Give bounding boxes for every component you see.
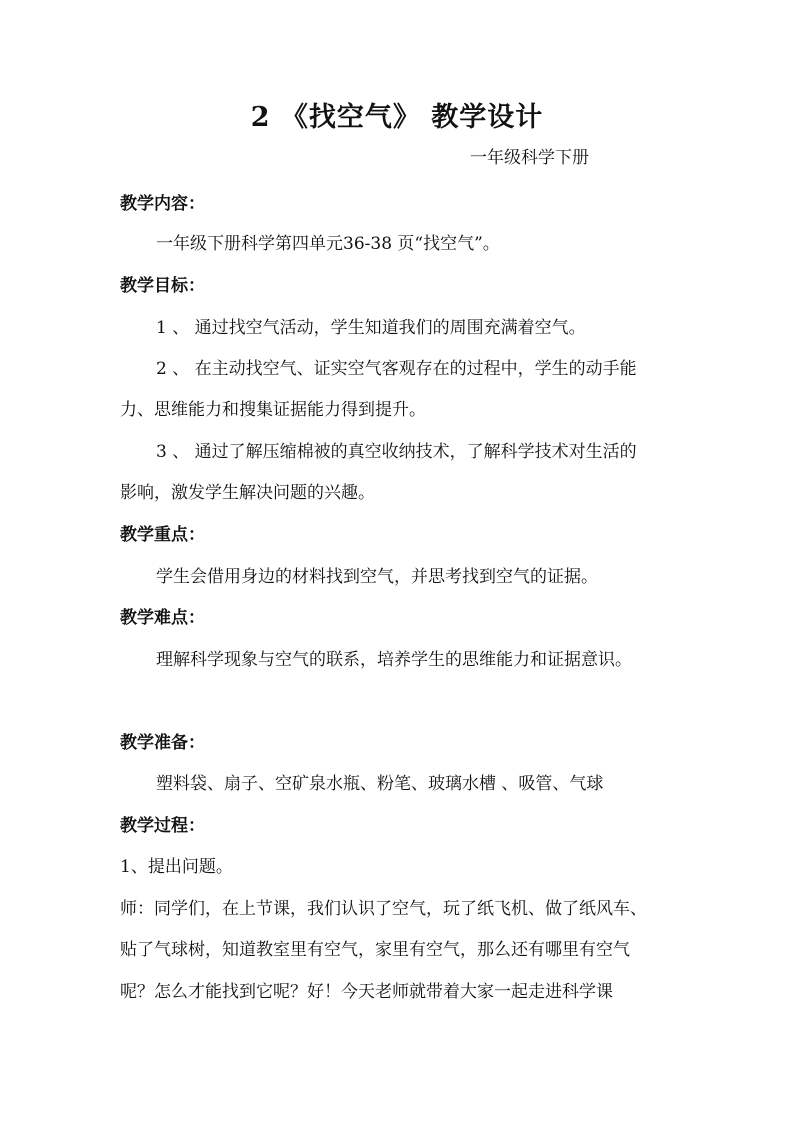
difficulty-heading: 教学难点： [120,608,205,628]
goal-2-line-2: 力、思维能力和搜集证据能力得到提升。 [120,400,426,420]
document-subtitle: 一年级科学下册 [470,148,589,168]
process-step-1: 1、提出问题。 [120,857,233,877]
document-title: 2 《找空气》 教学设计 [250,102,544,133]
process-heading: 教学过程： [120,816,205,836]
content-text: 一年级下册科学第四单元36-38 页“找空气”。 [156,234,500,254]
goal-3-line-2: 影响，激发学生解决问题的兴趣。 [120,483,375,503]
teacher-line-1: 师：同学们，在上节课，我们认识了空气，玩了纸飞机、做了纸风车、 [120,899,647,919]
content-heading: 教学内容： [120,194,205,214]
goals-heading: 教学目标： [120,276,205,296]
goal-2-line-1: 2 、 在主动找空气、证实空气客观存在的过程中，学生的动手能 [156,359,637,379]
prep-heading: 教学准备： [120,733,205,753]
prep-text: 塑料袋、扇子、空矿泉水瓶、粉笔、玻璃水槽 、吸管、气球 [156,774,604,794]
goal-1: 1 、 通过找空气活动，学生知道我们的周围充满着空气。 [156,318,586,338]
key-text: 学生会借用身边的材料找到空气，并思考找到空气的证据。 [156,567,598,587]
teacher-line-2: 贴了气球树，知道教室里有空气，家里有空气，那么还有哪里有空气 [120,940,630,960]
difficulty-text: 理解科学现象与空气的联系，培养学生的思维能力和证据意识。 [156,650,632,670]
goal-3-line-1: 3 、 通过了解压缩棉被的真空收纳技术，了解科学技术对生活的 [156,442,637,462]
key-heading: 教学重点： [120,525,205,545]
teacher-line-3: 呢？怎么才能找到它呢？好！今天老师就带着大家一起走进科学课 [120,982,613,1002]
